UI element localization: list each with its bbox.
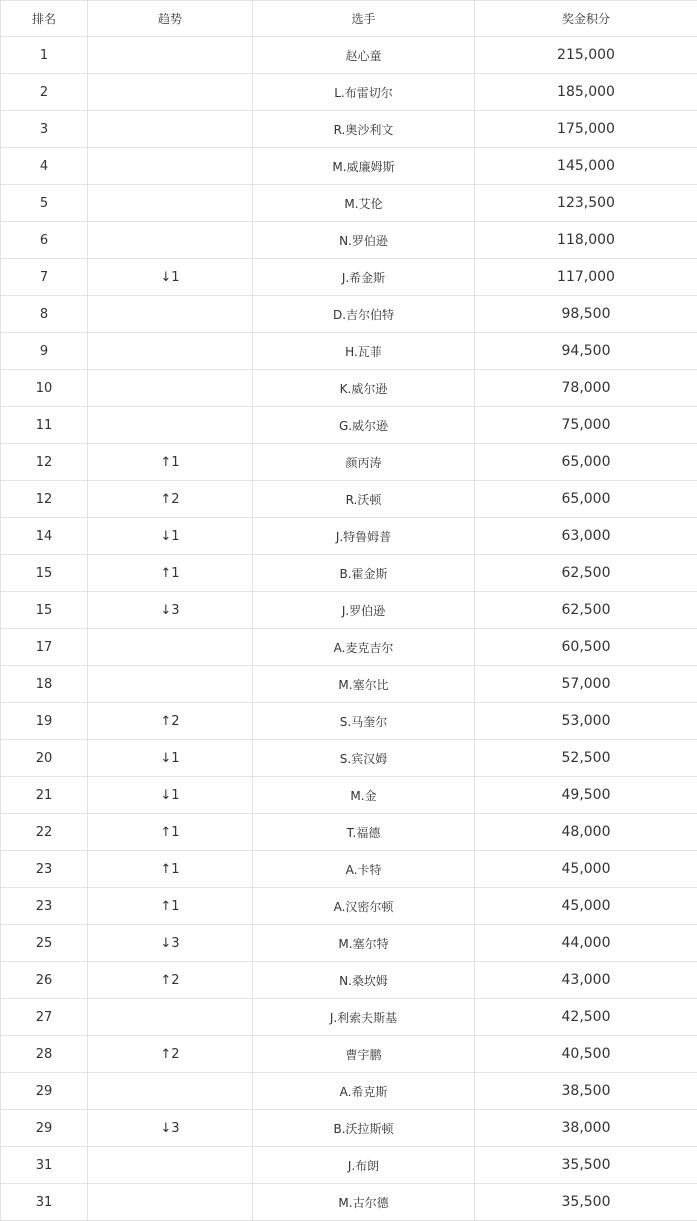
rank-cell: 15 (1, 592, 88, 629)
player-name-cell: R.奥沙利文 (253, 111, 475, 148)
table-row (1, 370, 697, 407)
trend-cell (88, 1184, 253, 1221)
trend-cell: ↑1 (88, 851, 253, 888)
player-name-cell: T.福德 (253, 814, 475, 851)
player-name-cell: J.特鲁姆普 (253, 518, 475, 555)
table-row (1, 148, 697, 185)
player-name-cell: B.沃拉斯顿 (253, 1110, 475, 1147)
points-cell: 75,000 (475, 407, 697, 444)
table-body (1, 37, 697, 1221)
table-row (1, 888, 697, 925)
player-name-cell: J.罗伯逊 (253, 592, 475, 629)
table-row (1, 1110, 697, 1147)
trend-cell: ↑1 (88, 444, 253, 481)
table-row (1, 814, 697, 851)
player-name-cell: K.威尔逊 (253, 370, 475, 407)
trend-cell (88, 1073, 253, 1110)
player-column-header: 选手 (253, 1, 475, 37)
rank-cell: 20 (1, 740, 88, 777)
trend-cell (88, 407, 253, 444)
points-cell: 52,500 (475, 740, 697, 777)
trend-cell (88, 666, 253, 703)
points-cell: 118,000 (475, 222, 697, 259)
player-name-cell: M.金 (253, 777, 475, 814)
table-row (1, 1147, 697, 1184)
trend-cell: ↓1 (88, 259, 253, 296)
points-cell: 62,500 (475, 555, 697, 592)
points-cell: 60,500 (475, 629, 697, 666)
player-name-cell: M.威廉姆斯 (253, 148, 475, 185)
player-name-cell: N.桑坎姆 (253, 962, 475, 999)
points-cell: 43,000 (475, 962, 697, 999)
table-row (1, 555, 697, 592)
player-name-cell: 赵心童 (253, 37, 475, 74)
trend-cell: ↓1 (88, 518, 253, 555)
rank-cell: 7 (1, 259, 88, 296)
trend-cell: ↑1 (88, 888, 253, 925)
rank-cell: 10 (1, 370, 88, 407)
rank-cell: 5 (1, 185, 88, 222)
rank-cell: 22 (1, 814, 88, 851)
player-name-cell: J.利索夫斯基 (253, 999, 475, 1036)
rank-cell: 31 (1, 1147, 88, 1184)
points-cell: 185,000 (475, 74, 697, 111)
points-column-header: 奖金积分 (475, 1, 697, 37)
table-row (1, 740, 697, 777)
table-row (1, 999, 697, 1036)
points-cell: 57,000 (475, 666, 697, 703)
trend-cell (88, 222, 253, 259)
table-row (1, 962, 697, 999)
rank-cell: 28 (1, 1036, 88, 1073)
table-row (1, 407, 697, 444)
rank-cell: 18 (1, 666, 88, 703)
table-header (1, 1, 697, 37)
points-cell: 65,000 (475, 444, 697, 481)
rank-cell: 23 (1, 851, 88, 888)
player-name-cell: M.塞尔比 (253, 666, 475, 703)
player-name-cell: L.布雷切尔 (253, 74, 475, 111)
player-name-cell: A.汉密尔顿 (253, 888, 475, 925)
rank-cell: 8 (1, 296, 88, 333)
trend-cell (88, 148, 253, 185)
player-name-cell: 颜丙涛 (253, 444, 475, 481)
table-row (1, 74, 697, 111)
points-cell: 53,000 (475, 703, 697, 740)
player-name-cell: 曹宇鹏 (253, 1036, 475, 1073)
rank-cell: 6 (1, 222, 88, 259)
rank-cell: 21 (1, 777, 88, 814)
player-name-cell: A.卡特 (253, 851, 475, 888)
player-name-cell: B.霍金斯 (253, 555, 475, 592)
trend-cell (88, 296, 253, 333)
rank-cell: 12 (1, 481, 88, 518)
player-name-cell: J.布朗 (253, 1147, 475, 1184)
player-name-cell: M.古尔德 (253, 1184, 475, 1221)
rank-cell: 17 (1, 629, 88, 666)
table-row (1, 703, 697, 740)
points-cell: 175,000 (475, 111, 697, 148)
trend-cell (88, 1147, 253, 1184)
trend-cell (88, 370, 253, 407)
rank-cell: 19 (1, 703, 88, 740)
table-row (1, 629, 697, 666)
player-name-cell: H.瓦菲 (253, 333, 475, 370)
points-cell: 44,000 (475, 925, 697, 962)
points-cell: 215,000 (475, 37, 697, 74)
points-cell: 78,000 (475, 370, 697, 407)
points-cell: 48,000 (475, 814, 697, 851)
trend-cell (88, 185, 253, 222)
points-cell: 42,500 (475, 999, 697, 1036)
rank-cell: 4 (1, 148, 88, 185)
player-name-cell: A.希克斯 (253, 1073, 475, 1110)
table-row (1, 851, 697, 888)
table-row (1, 185, 697, 222)
rank-cell: 25 (1, 925, 88, 962)
table-row (1, 666, 697, 703)
rank-cell: 9 (1, 333, 88, 370)
points-cell: 35,500 (475, 1184, 697, 1221)
points-cell: 145,000 (475, 148, 697, 185)
player-name-cell: R.沃顿 (253, 481, 475, 518)
table-row (1, 1036, 697, 1073)
points-cell: 49,500 (475, 777, 697, 814)
trend-cell (88, 999, 253, 1036)
trend-cell: ↑2 (88, 1036, 253, 1073)
points-cell: 65,000 (475, 481, 697, 518)
points-cell: 62,500 (475, 592, 697, 629)
trend-column-header: 趋势 (88, 1, 253, 37)
trend-cell: ↓3 (88, 1110, 253, 1147)
table-row (1, 259, 697, 296)
rank-cell: 31 (1, 1184, 88, 1221)
rank-cell: 27 (1, 999, 88, 1036)
rank-cell: 12 (1, 444, 88, 481)
points-cell: 98,500 (475, 296, 697, 333)
rank-cell: 29 (1, 1073, 88, 1110)
table-row (1, 592, 697, 629)
trend-cell (88, 37, 253, 74)
table-row (1, 925, 697, 962)
trend-cell (88, 111, 253, 148)
trend-cell (88, 333, 253, 370)
player-name-cell: M.艾伦 (253, 185, 475, 222)
trend-cell (88, 629, 253, 666)
table-row (1, 518, 697, 555)
points-cell: 35,500 (475, 1147, 697, 1184)
trend-cell (88, 74, 253, 111)
table-row (1, 444, 697, 481)
table-row (1, 222, 697, 259)
points-cell: 45,000 (475, 888, 697, 925)
rank-cell: 29 (1, 1110, 88, 1147)
points-cell: 94,500 (475, 333, 697, 370)
player-name-cell: N.罗伯逊 (253, 222, 475, 259)
points-cell: 38,000 (475, 1110, 697, 1147)
table-row (1, 111, 697, 148)
trend-cell: ↓3 (88, 592, 253, 629)
player-name-cell: S.马奎尔 (253, 703, 475, 740)
trend-cell: ↑2 (88, 481, 253, 518)
rank-cell: 26 (1, 962, 88, 999)
trend-cell: ↑2 (88, 962, 253, 999)
points-cell: 63,000 (475, 518, 697, 555)
rank-cell: 11 (1, 407, 88, 444)
table-row (1, 1073, 697, 1110)
table-row (1, 296, 697, 333)
rank-cell: 23 (1, 888, 88, 925)
player-name-cell: S.宾汉姆 (253, 740, 475, 777)
points-cell: 38,500 (475, 1073, 697, 1110)
player-name-cell: D.吉尔伯特 (253, 296, 475, 333)
rank-cell: 15 (1, 555, 88, 592)
player-name-cell: G.威尔逊 (253, 407, 475, 444)
rank-column-header: 排名 (1, 1, 88, 37)
table-row (1, 1184, 697, 1221)
rank-cell: 1 (1, 37, 88, 74)
rank-cell: 3 (1, 111, 88, 148)
player-name-cell: M.塞尔特 (253, 925, 475, 962)
rank-cell: 2 (1, 74, 88, 111)
trend-cell: ↑1 (88, 814, 253, 851)
trend-cell: ↓1 (88, 740, 253, 777)
player-name-cell: J.希金斯 (253, 259, 475, 296)
trend-cell: ↑1 (88, 555, 253, 592)
table-row (1, 777, 697, 814)
table-row (1, 37, 697, 74)
points-cell: 45,000 (475, 851, 697, 888)
trend-cell: ↑2 (88, 703, 253, 740)
table-row (1, 481, 697, 518)
points-cell: 123,500 (475, 185, 697, 222)
trend-cell: ↓3 (88, 925, 253, 962)
player-name-cell: A.麦克吉尔 (253, 629, 475, 666)
points-cell: 40,500 (475, 1036, 697, 1073)
rank-cell: 14 (1, 518, 88, 555)
trend-cell: ↓1 (88, 777, 253, 814)
header-row (1, 1, 697, 37)
points-cell: 117,000 (475, 259, 697, 296)
table-row (1, 333, 697, 370)
